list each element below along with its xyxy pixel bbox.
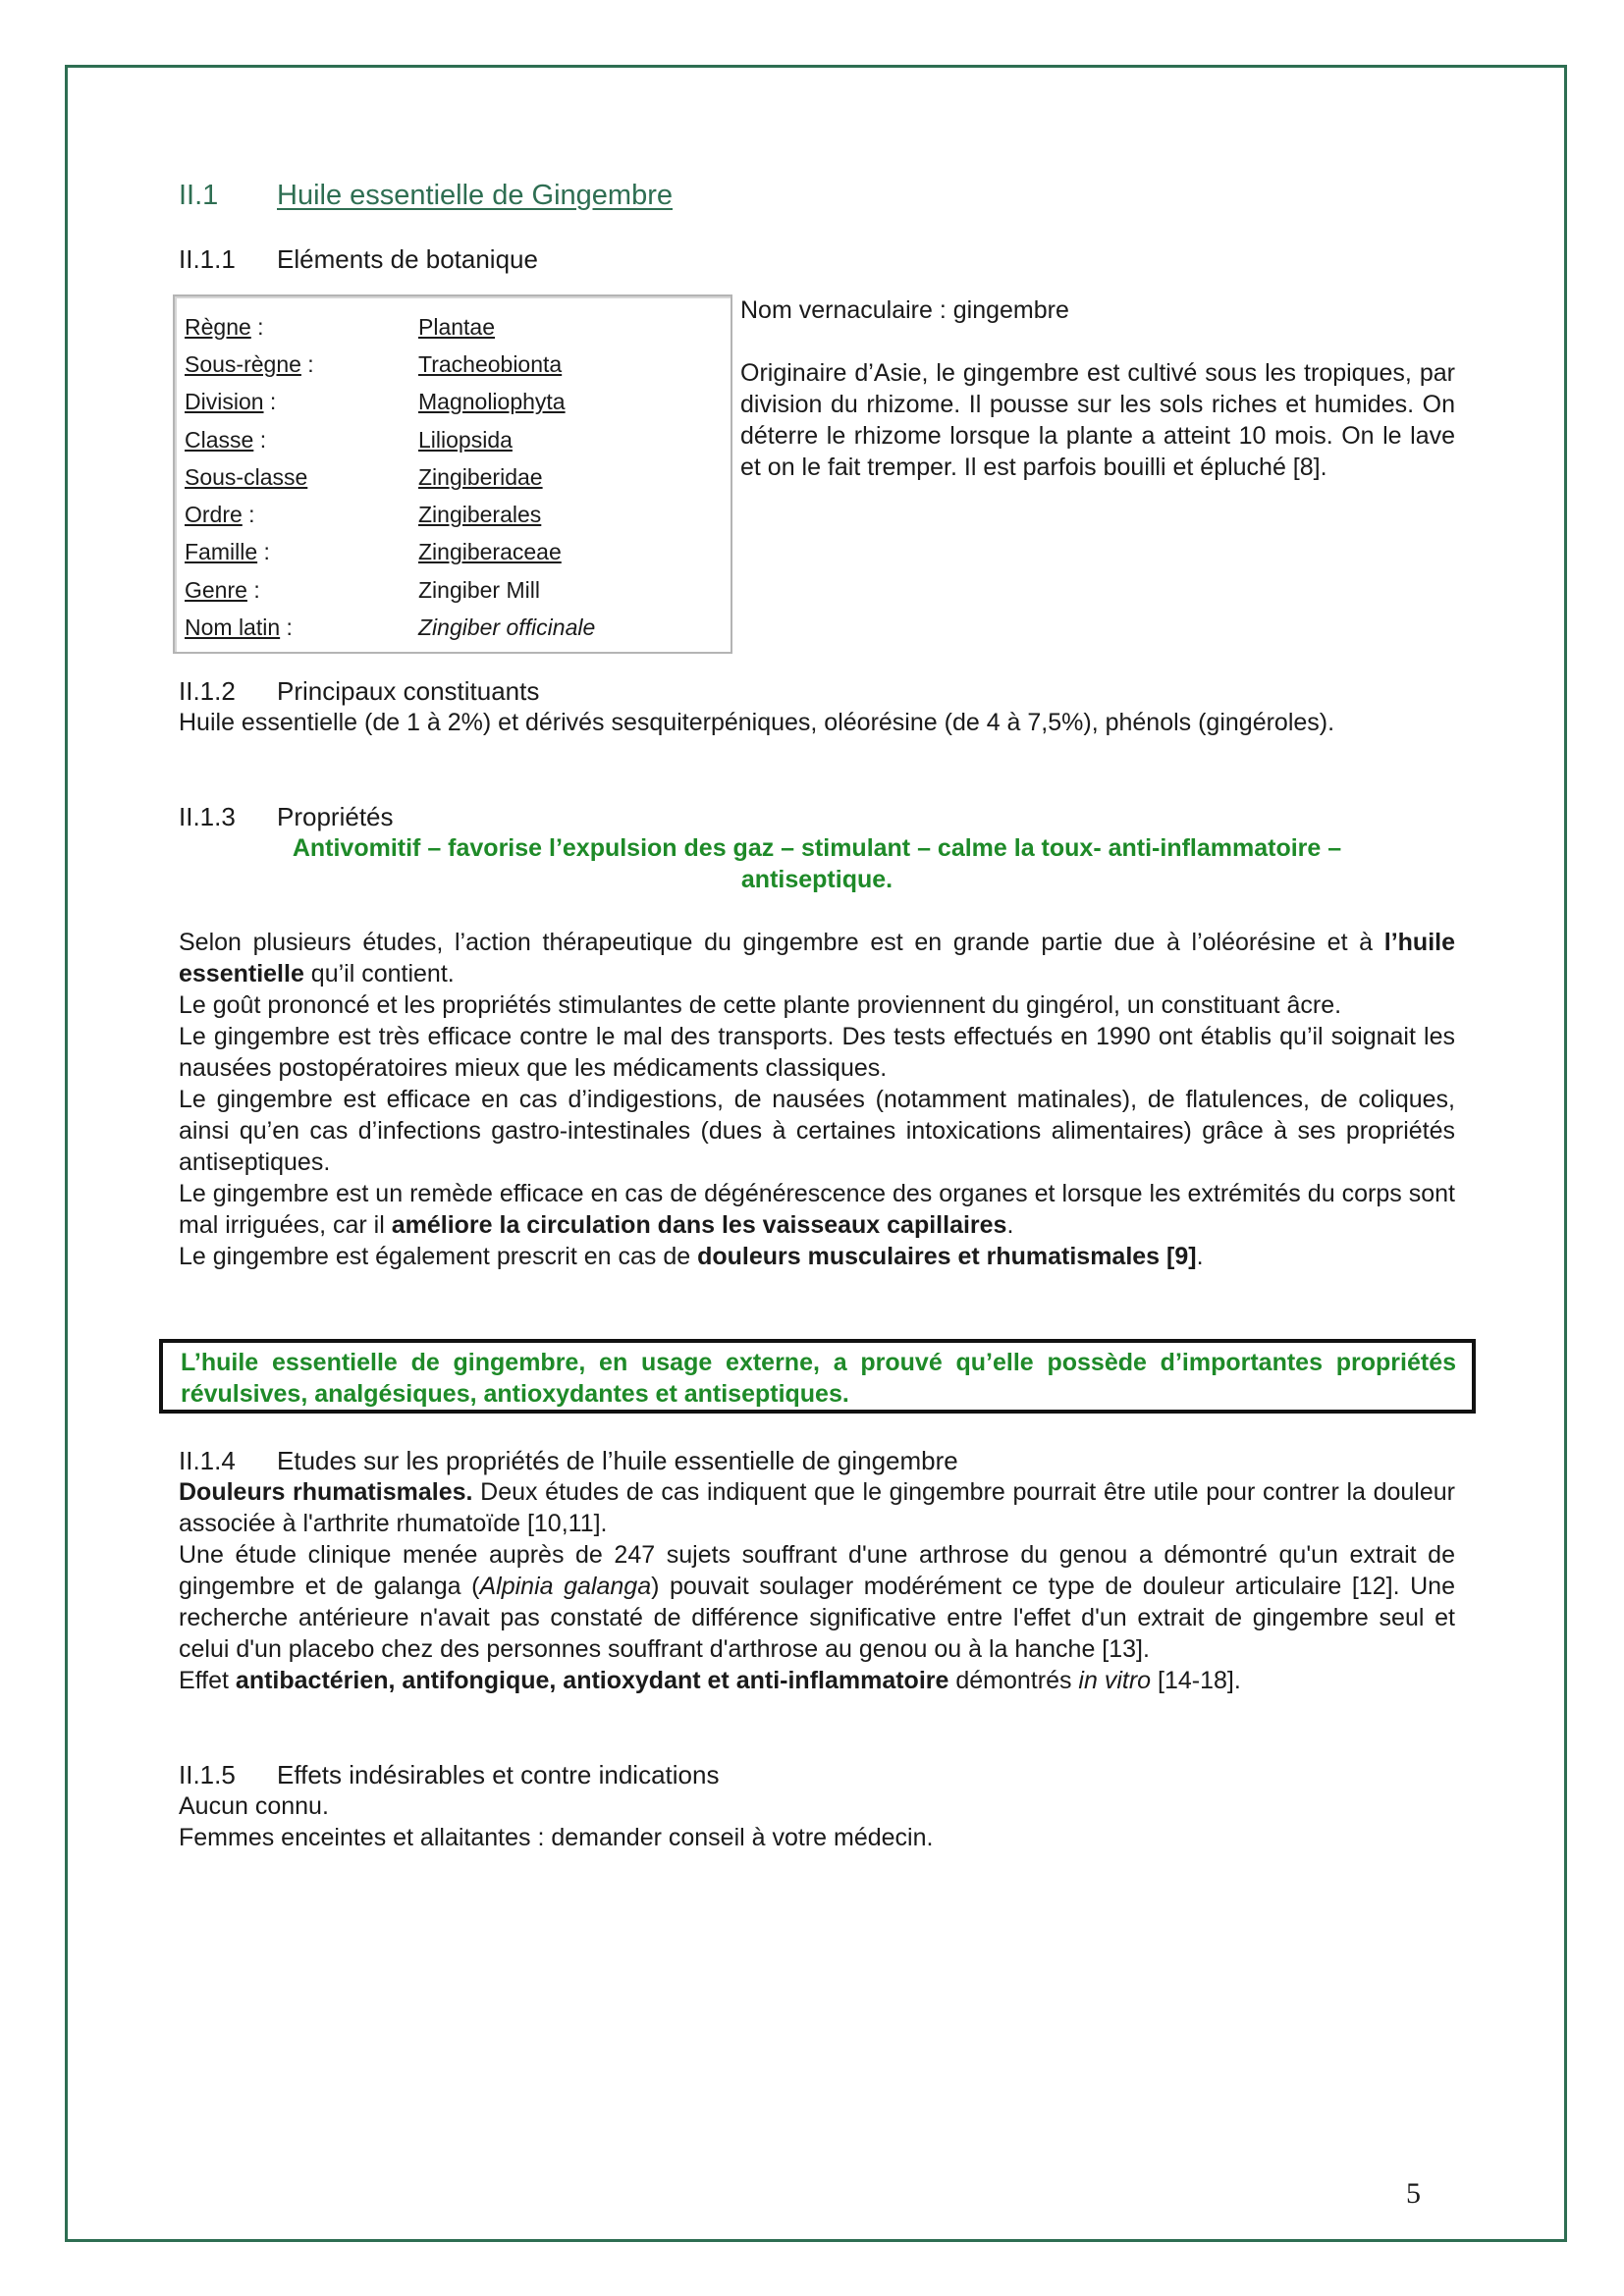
subsection-2 [179, 675, 1455, 738]
taxonomy-value: Plantae [418, 313, 496, 340]
origin-paragraph: Originaire d’Asie, le gingembre est cultivé sous les tropiques, par division du rhizome. Il pousse sur les sols riches et humides. On déterre le rhizome lorsque la plante a atteint 10 mois. On le lave et on le fait tremper. Il est parfois bouilli et épluché [8]. [740, 359, 1455, 481]
taxonomy-row [185, 609, 595, 646]
paragraph: Femmes enceintes et allaitantes : demander conseil à votre médecin. [179, 1824, 934, 1851]
taxonomy-rank: Nom latin : [185, 614, 293, 641]
paragraph: Aucun connu. [179, 1792, 329, 1820]
section-title: Huile essentielle de Gingembre [277, 180, 673, 211]
subsection-title: Propriétés [277, 802, 394, 831]
section-heading [179, 180, 673, 212]
subsection-number: II.1.4 [179, 1446, 236, 1475]
paragraph: Selon plusieurs études, l’action thérapeutique du gingembre est en grande partie due à l’oléorésine et à l’huile essentielle qu’il contient. [179, 929, 1455, 988]
taxonomy-value: Zingiberales [418, 502, 542, 528]
taxonomy-rank: Classe : [185, 426, 267, 453]
subsection-3 [179, 801, 1455, 1272]
taxonomy-rank: Ordre : [185, 502, 255, 528]
taxonomy-rank: Genre : [185, 576, 260, 603]
subsection-title: Effets indésirables et contre indications [277, 1760, 720, 1789]
taxonomy-row [185, 384, 595, 421]
page-number: 5 [1406, 2177, 1421, 2210]
taxonomy-row [185, 496, 595, 533]
section-number: II.1 [179, 180, 219, 211]
taxonomy-rank: Division : [185, 389, 277, 415]
subsection-number: II.1.1 [179, 244, 236, 274]
taxonomy-value: Magnoliophyta [418, 389, 566, 415]
vernacular-name: Nom vernaculaire : gingembre [740, 296, 1069, 324]
taxonomy-row [185, 421, 595, 458]
taxonomy-value: Zingiber Mill [418, 576, 540, 603]
subsection-number: II.1.2 [179, 676, 236, 706]
callout-box [159, 1339, 1476, 1414]
subsection-4 [179, 1445, 1455, 1696]
subsection-title: Principaux constituants [277, 676, 540, 706]
paragraph: Le goût prononcé et les propriétés stimulantes de cette plante proviennent du gingérol, un constituant âcre. [179, 991, 1342, 1019]
taxonomy-row [185, 571, 595, 609]
taxonomy-value: Liliopsida [418, 426, 513, 453]
paragraph: Une étude clinique menée auprès de 247 sujets souffrant d'une arthrose du genou a démontré qu'un extrait de gingembre et de galanga (Alpinia galanga) pouvait soulager modérément ce type de douleur articulaire [12]. Une recherche antérieure n'avait pas constaté de différence significative entre l'effet d'un extrait de gingembre seul et celui d'un placebo chez des personnes souffrant d'arthrose au genou ou à la hanche [13]. [179, 1541, 1455, 1663]
description-block [740, 294, 1455, 483]
taxonomy-rank: Famille : [185, 539, 270, 565]
callout-text: L’huile essentielle de gingembre, en usage externe, a prouvé qu’elle possède d’importantes propriétés révulsives, analgésiques, antioxydantes et antiseptiques. [181, 1349, 1456, 1408]
subsection-5 [179, 1759, 1455, 1853]
subsection-1-heading [179, 243, 1455, 275]
paragraph: Le gingembre est très efficace contre le mal des transports. Des tests effectués en 1990 ont établis qu’il soignait les nausées postopératoires mieux que les médicaments classiques. [179, 1023, 1455, 1082]
taxonomy-value: Zingiber officinale [418, 614, 596, 641]
paragraph: Douleurs rhumatismales. Deux études de cas indiquent que le gingembre pourrait être utile pour contrer la douleur associée à l'arthrite rhumatoïde [10,11]. [179, 1478, 1455, 1537]
taxonomy-row [185, 346, 595, 383]
subsection-number: II.1.3 [179, 802, 236, 831]
taxonomy-box [173, 294, 732, 654]
paragraph: Le gingembre est efficace en cas d’indigestions, de nausées (notamment matinales), de flatulences, de coliques, ainsi qu’en cas d’infections gastro-intestinales (dues à certaines intoxications alimentaires) grâce à ses propriétés antiseptiques. [179, 1086, 1455, 1176]
paragraph: Effet antibactérien, antifongique, antioxydant et anti-inflammatoire démontrés in vitro [14-18]. [179, 1667, 1241, 1694]
taxonomy-row [185, 308, 595, 346]
subsection-title: Etudes sur les propriétés de l’huile essentielle de gingembre [277, 1446, 958, 1475]
taxonomy-row [185, 534, 595, 571]
taxonomy-value: Zingiberaceae [418, 539, 562, 565]
paragraph: Le gingembre est également prescrit en cas de douleurs musculaires et rhumatismales [9]. [179, 1243, 1204, 1270]
taxonomy-rank: Sous-classe [185, 463, 308, 490]
taxonomy-value: Tracheobionta [418, 350, 563, 377]
taxonomy-row [185, 458, 595, 496]
taxonomy-rank: Règne : [185, 313, 264, 340]
subsection-title: Eléments de botanique [277, 244, 538, 274]
subsection-number: II.1.5 [179, 1760, 236, 1789]
paragraph: Le gingembre est un remède efficace en cas de dégénérescence des organes et lorsque les extrémités du corps sont mal irriguées, car il améliore la circulation dans les vaisseaux capillaires. [179, 1180, 1455, 1239]
taxonomy-value: Zingiberidae [418, 463, 543, 490]
constituents-text: Huile essentielle (de 1 à 2%) et dérivés sesquiterpéniques, oléorésine (de 4 à 7,5%), phénols (gingéroles). [179, 709, 1335, 736]
taxonomy-rank: Sous-règne : [185, 350, 314, 377]
properties-highlight: Antivomitif – favorise l’expulsion des gaz – stimulant – calme la toux- anti-inflammatoire – antiseptique. [292, 834, 1342, 893]
taxonomy-table [185, 308, 595, 647]
